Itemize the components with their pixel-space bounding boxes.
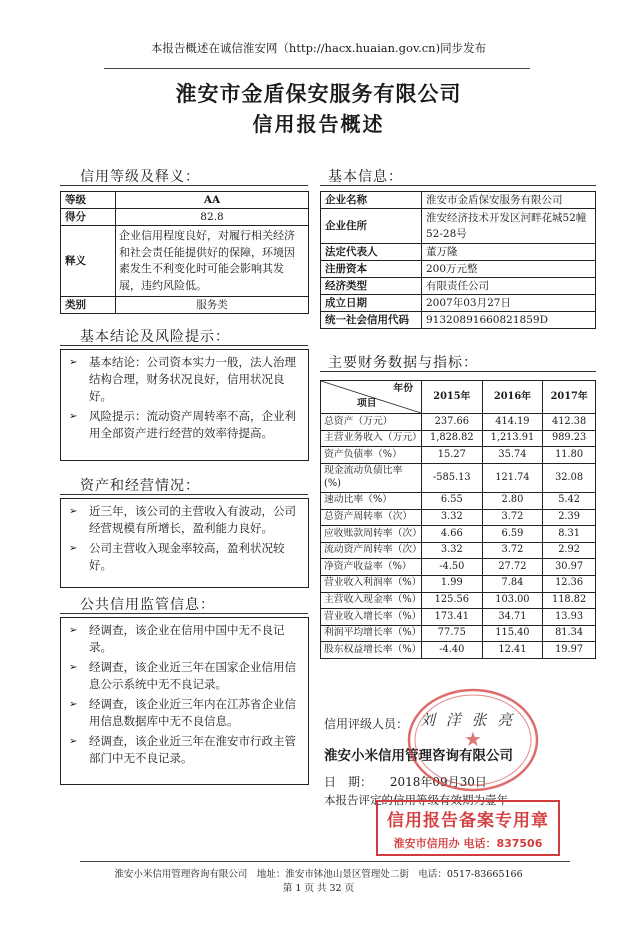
basic-info-row [321,261,596,278]
financial-row [321,526,596,543]
stamp-line2: 淮安市信用办 电话：837506 [393,837,543,850]
supervision-item: ➢ 经调查，该企业在信用中国中无不良记录。 [69,623,285,654]
financial-value: 15.27 [422,447,483,464]
financial-metric-name: 主营收入现金率（%） [321,592,422,609]
grade-label: 等级 [61,192,116,209]
financial-value: 3.32 [422,509,483,526]
basic-info-value: 200万元整 [422,261,596,278]
financial-metric-name: 应收账款周转率（次） [321,526,422,543]
footer-contact: 淮安小米信用管理咨询有限公司 地址：淮安市钵池山景区管理处二街 电话：0517-83665166 [114,869,523,880]
financial-value: 4.66 [422,526,483,543]
corner-year-label: 年份 [393,383,413,394]
arrow-bullet-icon: ➢ [69,357,78,368]
basic-info-table [320,191,596,329]
date-value: 2018年09月30日 [389,775,487,789]
financial-row [321,463,596,492]
financial-row [321,642,596,659]
basic-info-label: 企业名称 [321,192,422,209]
financial-row [321,509,596,526]
basic-info-label: 经济类型 [321,278,422,295]
financial-row [321,542,596,559]
conclusion-heading-line [60,345,308,346]
basic-info-row [321,209,596,244]
financial-value: 173.41 [422,609,483,626]
financial-metric-name: 速动比率（%） [321,492,422,509]
basic-info-label: 企业住所 [321,209,422,244]
financial-row [321,609,596,626]
financial-metric-name: 营业收入增长率（%） [321,609,422,626]
financial-value: 1,213.91 [482,430,543,447]
financial-row [321,559,596,576]
year-header: 2015年 [422,381,483,414]
financial-value: 11.80 [543,447,596,464]
financial-metric-name: 营业收入利润率（%） [321,575,422,592]
operations-heading-line [60,494,308,495]
category-value: 服务类 [116,297,309,314]
financial-value: 989.23 [543,430,596,447]
financial-corner-cell [321,381,422,414]
arrow-bullet-icon: ➢ [69,736,78,747]
financial-value: 2.80 [482,492,543,509]
footer-divider [80,861,570,862]
basic-info-row [321,244,596,261]
basic-info-value: 2007年03月27日 [422,295,596,312]
basic-info-value: 有限责任公司 [422,278,596,295]
financial-value: 35.74 [482,447,543,464]
operations-heading: 资产和经营情况： [80,478,200,494]
financial-metric-name: 总资产（万元） [321,414,422,431]
financial-metric-name: 资产负债率（%） [321,447,422,464]
financial-row [321,492,596,509]
basic-info-label: 成立日期 [321,295,422,312]
meaning-value: 企业信用程度良好，对履行相关经济和社会责任能提供好的保障，环境因素发生不利变化时可能会影响其发展，违约风险低。 [116,226,309,297]
financial-row [321,447,596,464]
score-label: 得分 [61,209,116,226]
conclusion-item-risk: ➢ 风险提示：流动资产周转率不高，企业利用全部资产进行经营的效率待提高。 [69,409,296,440]
financial-metric-name: 主营业务收入（万元） [321,430,422,447]
header-divider [104,68,530,69]
rating-table [60,191,309,314]
financial-metric-name: 总资产周转率（次） [321,509,422,526]
basic-info-row [321,278,596,295]
supervision-box [60,617,309,785]
financial-value: 77.75 [422,625,483,642]
financial-row [321,430,596,447]
financial-value: 8.31 [543,526,596,543]
operations-item: ➢ 公司主营收入现金率较高，盈利状况较好。 [69,541,285,572]
financial-value: 414.19 [482,414,543,431]
filing-stamp [376,800,560,856]
report-title: 信用报告概述 [252,112,385,136]
score-value: 82.8 [116,209,309,226]
corner-item-label: 项目 [357,398,377,410]
financial-value: 27.72 [482,559,543,576]
financial-value: 3.72 [482,542,543,559]
conclusion-box [60,349,309,461]
supervision-heading-line [60,613,308,614]
arrow-bullet-icon: ➢ [69,625,78,636]
financial-metric-name: 现金流动负债比率(%) [321,463,422,492]
grade-value: AA [116,192,309,209]
financial-row [321,625,596,642]
financial-value: 12.36 [543,575,596,592]
financial-value: 125.56 [422,592,483,609]
basic-info-value: 淮安市金盾保安服务有限公司 [422,192,596,209]
financial-value: 13.93 [543,609,596,626]
financial-value: 6.55 [422,492,483,509]
financial-value: -4.50 [422,559,483,576]
financial-row [321,414,596,431]
basic-info-row [321,192,596,209]
year-header: 2017年 [543,381,596,414]
financial-value: 5.42 [543,492,596,509]
financial-table [320,380,596,659]
financial-value: -585.13 [422,463,483,492]
financial-value: 237.66 [422,414,483,431]
rating-company: 淮安小米信用管理咨询有限公司 [324,748,513,764]
financial-value: 34.71 [482,609,543,626]
financial-heading: 主要财务数据与指标： [328,355,478,371]
supervision-item: ➢ 经调查，该企业近三年内在江苏省企业信用信息数据库中无不良信息。 [69,697,296,728]
financial-value: 6.59 [482,526,543,543]
rater-signature: 刘 洋 张 亮 [420,711,516,729]
financial-value: 1,828.82 [422,430,483,447]
financial-value: 81.34 [543,625,596,642]
arrow-bullet-icon: ➢ [69,543,78,554]
category-label: 类别 [61,297,116,314]
financial-heading-line [320,371,596,372]
financial-metric-name: 股东权益增长率（%） [321,642,422,659]
rater-label: 信用评级人员： [324,717,409,731]
arrow-bullet-icon: ➢ [69,662,78,673]
arrow-bullet-icon: ➢ [69,506,78,517]
financial-value: 121.74 [482,463,543,492]
date-label: 日 期： [324,775,373,789]
company-title: 淮安市金盾保安服务有限公司 [175,82,462,106]
financial-metric-name: 利润平均增长率（%） [321,625,422,642]
financial-row [321,575,596,592]
basic-info-label: 注册资本 [321,261,422,278]
year-header: 2016年 [482,381,543,414]
page-number: 第 1 页 共 32 页 [282,883,355,894]
financial-value: 12.41 [482,642,543,659]
financial-value: 412.38 [543,414,596,431]
meaning-label: 释义 [61,226,116,297]
svg-text:★: ★ [464,727,482,751]
basic-info-row [321,312,596,329]
financial-row [321,592,596,609]
financial-value: 32.08 [543,463,596,492]
operations-box [60,498,309,588]
basic-info-heading: 基本信息： [328,169,403,185]
financial-value: 115.40 [482,625,543,642]
validity-note: 本报告评定的信用等级有效期为壹年 [324,793,508,807]
financial-metric-name: 净资产收益率（%） [321,559,422,576]
basic-info-value: 淮安经济技术开发区河畔花城52幢52-28号 [422,209,596,244]
financial-metric-name: 流动资产周转率（次） [321,542,422,559]
financial-value: 19.97 [543,642,596,659]
financial-value: 3.72 [482,509,543,526]
supervision-item: ➢ 经调查，该企业近三年在淮安市行政主管部门中无不良记录。 [69,734,296,765]
financial-value: 118.82 [543,592,596,609]
financial-value: 7.84 [482,575,543,592]
arrow-bullet-icon: ➢ [69,411,78,422]
conclusion-item-basic: ➢ 基本结论：公司资本实力一般，法人治理结构合理，财务状况良好，信用状况良好。 [69,355,296,403]
rating-heading-line [60,185,308,186]
financial-value: 30.97 [543,559,596,576]
publish-note: 本报告概述在诚信淮安网（http://hacx.huaian.gov.cn)同步发布 [150,41,487,55]
supervision-heading: 公共信用监管信息： [80,597,215,613]
financial-value: 1.99 [422,575,483,592]
conclusion-heading: 基本结论及风险提示： [80,329,230,345]
basic-info-row [321,295,596,312]
arrow-bullet-icon: ➢ [69,699,78,710]
basic-info-value: 董万隆 [422,244,596,261]
financial-value: 2.92 [543,542,596,559]
basic-info-label: 法定代表人 [321,244,422,261]
basic-info-value: 91320891660821859D [422,312,596,329]
company-seal-icon [398,680,548,800]
supervision-item: ➢ 经调查，该企业近三年在国家企业信用信息公示系统中无不良记录。 [69,660,296,691]
basic-info-heading-line [320,185,596,186]
financial-value: 3.32 [422,542,483,559]
operations-item: ➢ 近三年，该公司的主营收入有波动，公司经营规模有所增长，盈利能力良好。 [69,504,296,535]
basic-info-label: 统一社会信用代码 [321,312,422,329]
financial-value: -4.40 [422,642,483,659]
stamp-line1: 信用报告备案专用章 [387,811,549,831]
rating-heading: 信用等级及释义： [80,169,200,185]
financial-value: 103.00 [482,592,543,609]
financial-value: 2.39 [543,509,596,526]
